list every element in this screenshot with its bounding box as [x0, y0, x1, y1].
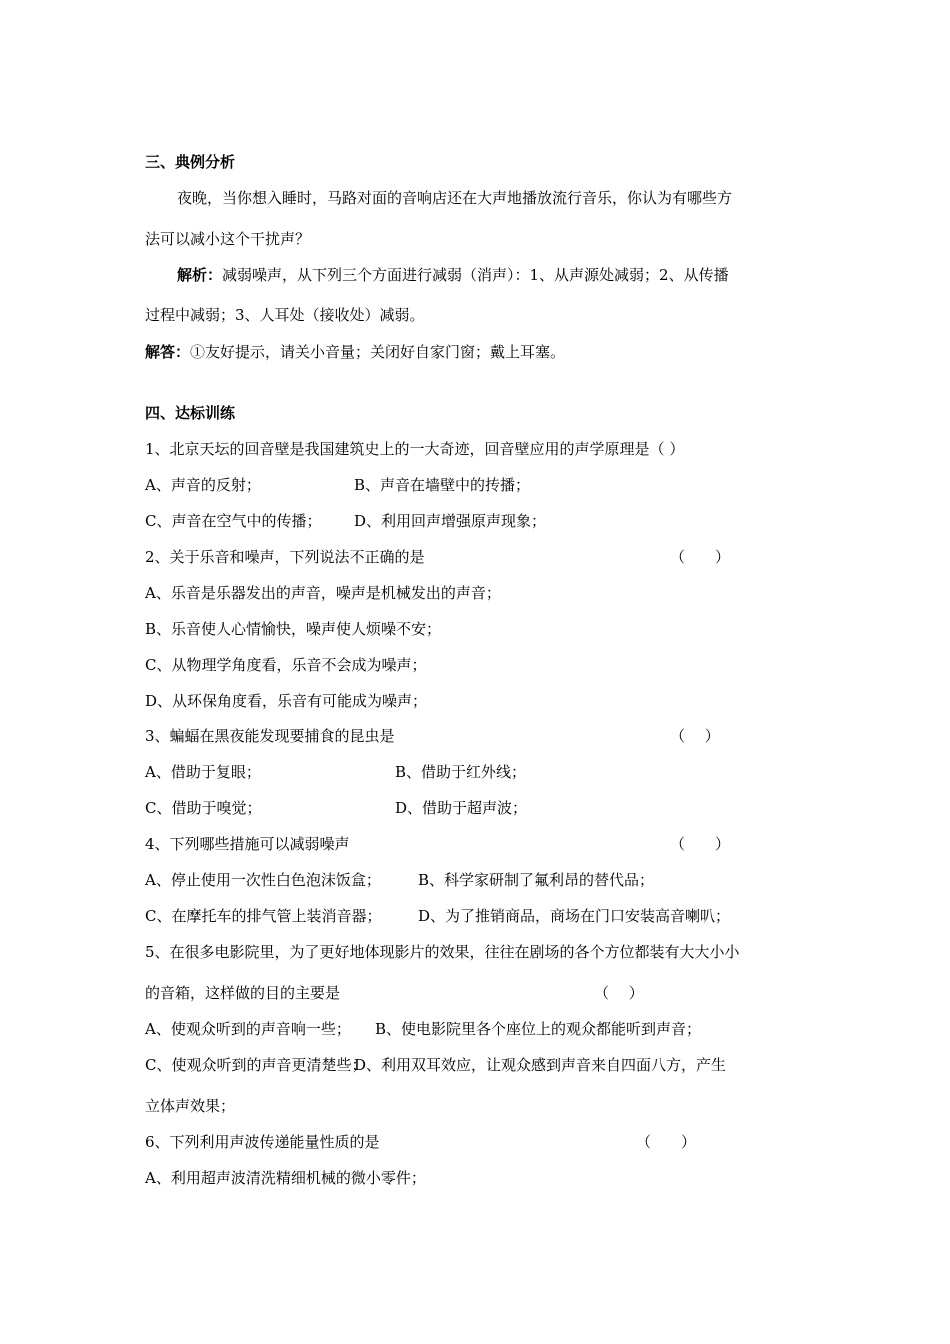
answer-label: 解答：: [145, 343, 191, 361]
q3-option-d: D、借助于超声波；: [395, 799, 528, 817]
answer-text: ①友好提示，请关小音量；关闭好自家门窗；戴上耳塞。: [190, 343, 566, 361]
analysis-line2: 过程中减弱；3、人耳处（接收处）减弱。: [145, 306, 425, 324]
q2-option-d: D、从环保角度看，乐音有可能成为噪声；: [145, 692, 428, 710]
analysis-text1: 减弱噪声，从下列三个方面进行减弱（消声）：1、从声源处减弱；2、从传播: [222, 266, 729, 284]
q4-stem: 4、下列哪些措施可以减弱噪声: [145, 835, 350, 853]
q6-stem: 6、下列利用声波传递能量性质的是: [145, 1133, 380, 1151]
q4-option-b: B、科学家研制了氟利昂的替代品；: [418, 871, 655, 889]
q1-option-a: A、声音的反射；: [145, 476, 261, 494]
q4-answer-paren: （ ）: [670, 835, 731, 853]
q5-answer-paren: （ ）: [594, 984, 644, 1002]
q1-stem: 1、北京天坛的回音壁是我国建筑史上的一大奇迹，回音壁应用的声学原理是（ ）: [145, 440, 685, 458]
q2-stem: 2、关于乐音和噪声，下列说法不正确的是: [145, 548, 425, 566]
q5-option-d-line2: 立体声效果；: [145, 1097, 236, 1115]
q3-option-c: C、借助于嗅觉；: [145, 799, 262, 817]
example-question-line1: 夜晚，当你想入睡时，马路对面的音响店还在大声地播放流行音乐，你认为有哪些方: [177, 189, 733, 207]
analysis-label: 解析：: [177, 266, 223, 284]
section4-heading: 四、达标训练: [145, 404, 236, 422]
q6-answer-paren: （ ）: [636, 1133, 697, 1151]
q3-option-a: A、借助于复眼；: [145, 763, 261, 781]
q5-option-a: A、使观众听到的声音响一些；: [145, 1020, 351, 1038]
q3-option-b: B、借助于红外线；: [395, 763, 527, 781]
q6-option-a: A、利用超声波清洗精细机械的微小零件；: [145, 1169, 426, 1187]
q5-option-d-line1: D、利用双耳效应，让观众感到声音来自四面八方，产生: [354, 1056, 727, 1074]
analysis-line1: [177, 265, 729, 285]
q5-stem-line2: 的音箱，这样做的目的主要是: [145, 984, 341, 1002]
q4-option-d: D、为了推销商品，商场在门口安装高音喇叭；: [418, 907, 731, 925]
q1-option-d: D、利用回声增强原声现象；: [354, 512, 547, 530]
example-question-line2: 法可以减小这个干扰声？: [145, 230, 311, 248]
q2-option-c: C、从物理学角度看，乐音不会成为噪声；: [145, 656, 427, 674]
q3-answer-paren: （ ）: [670, 727, 720, 745]
q2-option-a: A、乐音是乐器发出的声音，噪声是机械发出的声音；: [145, 584, 501, 602]
q2-answer-paren: （ ）: [670, 548, 731, 566]
q5-option-c: C、使观众听到的声音更清楚些；: [145, 1056, 367, 1074]
q4-option-c: C、在摩托车的排气管上装消音器；: [145, 907, 382, 925]
section3-heading: 三、典例分析: [145, 153, 236, 171]
q2-option-b: B、乐音使人心情愉快，噪声使人烦噪不安；: [145, 620, 442, 638]
q4-option-a: A、停止使用一次性白色泡沫饭盒；: [145, 871, 381, 889]
q1-option-c: C、声音在空气中的传播；: [145, 512, 322, 530]
answer-line: [145, 342, 565, 362]
q5-stem-line1: 5、在很多电影院里，为了更好地体现影片的效果，往往在剧场的各个方位都装有大大小小: [145, 943, 740, 961]
q3-stem: 3、蝙蝠在黑夜能发现要捕食的昆虫是: [145, 727, 395, 745]
q5-option-b: B、使电影院里各个座位上的观众都能听到声音；: [375, 1020, 702, 1038]
q1-option-b: B、声音在墙壁中的抟播；: [354, 476, 531, 494]
